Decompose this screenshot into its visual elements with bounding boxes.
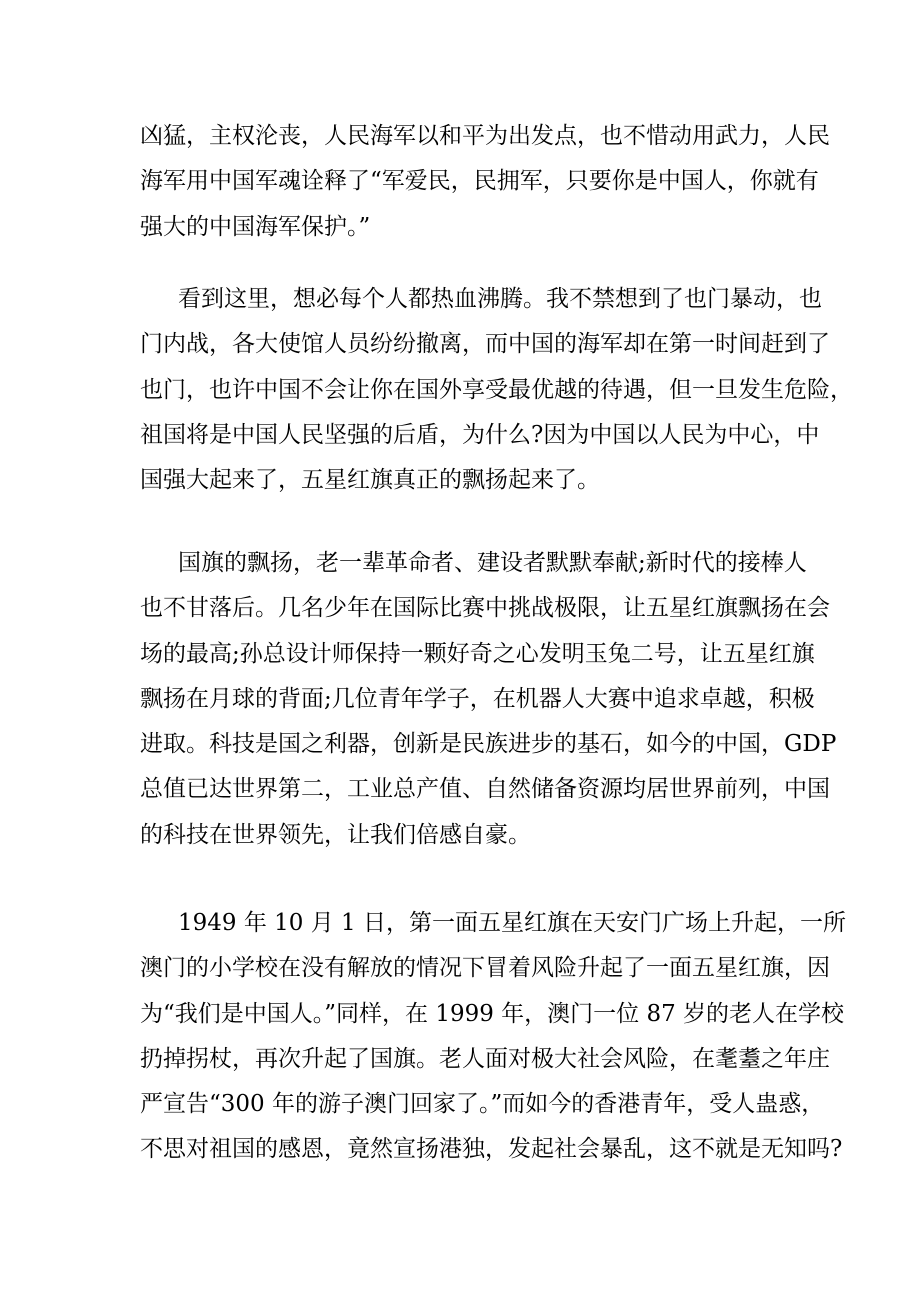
text-line: 也门，也许中国不会让你在国外享受最优越的待遇，但一旦发生危险， xyxy=(140,376,853,403)
text-line: 强大的中国海军保护。” xyxy=(140,213,371,240)
text-line: 看到这里，想必每个人都热血沸腾。我不禁想到了也门暴动，也 xyxy=(178,286,822,312)
paragraph-2 xyxy=(140,277,853,503)
text-line: 严宣告“300 年的游子澳门回家了。”而如今的香港青年，受人蛊惑， xyxy=(140,1091,825,1118)
text-line: 不思对祖国的感恩，竟然宣扬港独，发起社会暴乱，这不就是无知吗? xyxy=(140,1136,843,1163)
text-line: 飘扬在月球的背面;几位青年学子，在机器人大赛中追求卓越，积极 xyxy=(140,685,815,712)
text-line: 也不甘落后。几名少年在国际比赛中挑战极限，让五星红旗飘扬在会 xyxy=(140,595,830,622)
text-line: 总值已达世界第二，工业总产值、自然储备资源均居世界前列，中国 xyxy=(140,776,830,803)
paragraph-3 xyxy=(140,541,837,858)
text-line: 1949 年 10 月 1 日，第一面五星红旗在天安门广场上升起，一所 xyxy=(178,910,846,936)
paragraph-4 xyxy=(140,901,846,1173)
text-line: 祖国将是中国人民坚强的后盾，为什么?因为中国以人民为中心，中 xyxy=(140,421,820,448)
text-line: 为“我们是中国人。”同样，在 1999 年，澳门一位 87 岁的老人在学校 xyxy=(140,1000,845,1027)
text-line: 扔掉拐杖，再次升起了国旗。老人面对极大社会风险，在耄耋之年庄 xyxy=(140,1045,830,1072)
text-line: 的科技在世界领先，让我们倍感自豪。 xyxy=(140,821,531,848)
text-line: 门内战，各大使馆人员纷纷撤离，而中国的海军却在第一时间赶到了 xyxy=(140,331,830,358)
text-line: 进取。科技是国之利器，创新是民族进步的基石，如今的中国，GDP xyxy=(140,731,837,758)
text-line: 国强大起来了，五星红旗真正的飘扬起来了。 xyxy=(140,467,600,494)
text-line: 澳门的小学校在没有解放的情况下冒着风险升起了一面五星红旗，因 xyxy=(140,955,830,982)
paragraph-1 xyxy=(140,114,830,250)
text-line: 场的最高;孙总设计师保持一颗好奇之心发明玉兔二号，让五星红旗 xyxy=(140,640,815,667)
text-line: 海军用中国军魂诠释了“军爱民，民拥军，只要你是中国人，你就有 xyxy=(140,168,819,195)
text-line: 凶猛，主权沦丧，人民海军以和平为出发点，也不惜动用武力，人民 xyxy=(140,123,830,149)
text-line: 国旗的飘扬，老一辈革命者、建设者默默奉献;新时代的接棒人 xyxy=(178,550,807,576)
